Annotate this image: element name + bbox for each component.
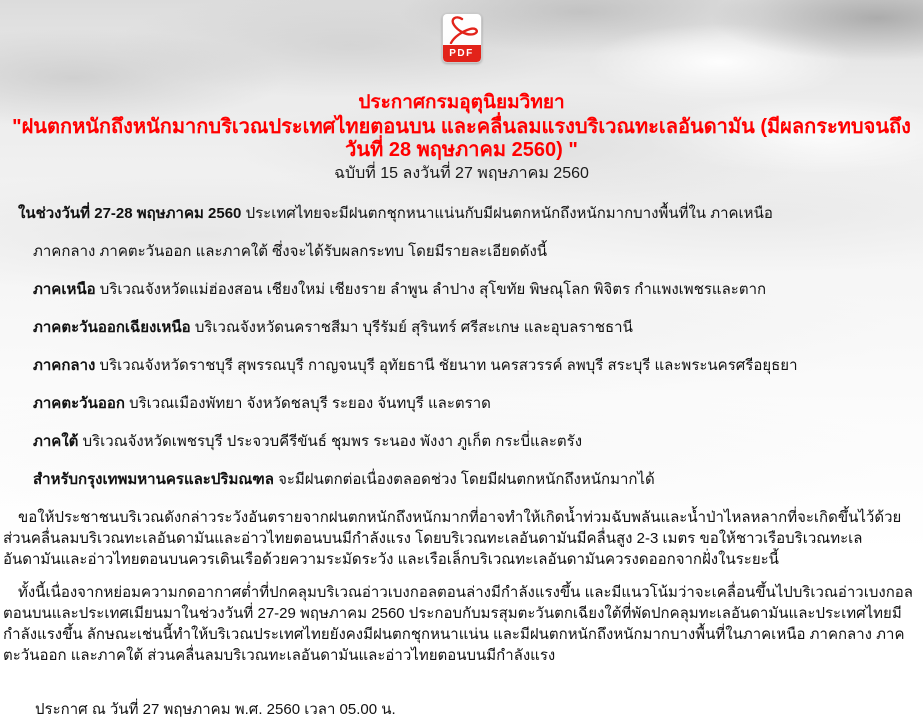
- region-line-east: [3, 393, 920, 414]
- region-name: ภาคตะวันออก: [33, 395, 125, 412]
- announcement-body: [0, 203, 923, 720]
- region-line-bangkok: [3, 469, 920, 490]
- intro-rest: ประเทศไทยจะมีฝนตกชุกหนาแน่นกับมีฝนตกหนักถึงหนักมากบางพื้นที่ใน ภาคเหนือ: [241, 205, 773, 222]
- region-line-south: [3, 431, 920, 452]
- region-detail: บริเวณจังหวัดเพชรบุรี ประจวบคีรีขันธ์ ชุมพร ระนอง พังงา ภูเก็ต กระบี่และตรัง: [78, 433, 583, 450]
- region-name: ภาคตะวันออกเฉียงเหนือ: [33, 319, 191, 336]
- region-line-north: [3, 279, 920, 300]
- region-detail: บริเวณจังหวัดแม่ฮ่องสอน เชียงใหม่ เชียงราย ลำพูน ลำปาง สุโขทัย พิษณุโลก พิจิตร กำแพงเพชรและตาก: [95, 281, 767, 298]
- issue-line: ฉบับที่ 15 ลงวันที่ 27 พฤษภาคม 2560: [334, 165, 589, 182]
- region-name: สำหรับกรุงเทพมหานครและปริมณฑล: [33, 471, 274, 488]
- issued-at-line: ประกาศ ณ วันที่ 27 พฤษภาคม พ.ศ. 2560 เวลา 05.00 น.: [35, 701, 396, 718]
- pdf-file-icon[interactable]: [442, 13, 482, 63]
- region-line-northeast: [3, 317, 920, 338]
- region-detail: บริเวณเมืองพัทยา จังหวัดชลบุรี ระยอง จันทบุรี และตราด: [124, 395, 491, 412]
- region-detail: บริเวณจังหวัดราชบุรี สุพรรณบุรี กาญจนบุรี อุทัยธานี ชัยนาท นครสวรรค์ ลพบุรี สระบุรี และพระนครศรีอยุธยา: [95, 357, 798, 374]
- adobe-acrobat-swirl-icon: [446, 16, 480, 44]
- intro-line-1: [3, 203, 920, 224]
- region-name: ภาคกลาง: [33, 357, 96, 374]
- region-detail: บริเวณจังหวัดนคราชสีมา บุรีรัมย์ สุรินทร์ ศรีสะเกษ และอุบลราชธานี: [190, 319, 633, 336]
- region-detail: จะมีฝนตกต่อเนื่องตลอดช่วง โดยมีฝนตกหนักถึงหนักมากได้: [273, 471, 655, 488]
- region-line-central: [3, 355, 920, 376]
- announcement-title: ประกาศกรมอุตุนิยมวิทยา: [358, 92, 565, 113]
- intro-line-2: ภาคกลาง ภาคตะวันออก และภาคใต้ ซึ่งจะได้รับผลกระทบ โดยมีรายละเอียดดังนี้: [33, 243, 548, 260]
- intro-date-bold: ในช่วงวันที่ 27-28 พฤษภาคม 2560: [18, 205, 242, 222]
- region-name: ภาคใต้: [33, 433, 79, 450]
- announcement-subtitle: "ฝนตกหนักถึงหนักมากบริเวณประเทศไทยตอนบน และคลื่นลมแรงบริเวณทะเลอันดามัน (มีผลกระทบจนถึงวันที่ 28 พฤษภาคม 2560) ": [12, 116, 911, 161]
- warning-paragraph: ขอให้ประชาชนบริเวณดังกล่าวระวังอันตรายจากฝนตกหนักถึงหนักมากที่อาจทำให้เกิดน้ำท่วมฉับพลันและน้ำป่าไหลหลากที่จะเกิดขึ้นไว้ด้วย ส่วนคลื่นลมบริเวณทะเลอันดามันและอ่าวไทยตอนบนมีกำลังแรง โดยบริเวณทะเลอันดามันมีคลื่นสูง 2-3 เมตร ขอให้ชาวเรือบริเวณทะเลอันดามันและอ่าวไทยตอนบนควรเดินเรือด้วยความระมัดระวัง และเรือเล็กบริเวณทะเลอันดามันควรงดออกจากฝั่งในระยะนี้: [3, 509, 902, 568]
- pdf-icon-row: [0, 0, 923, 68]
- pdf-label: PDF: [443, 45, 481, 62]
- cause-paragraph: ทั้งนี้เนื่องจากหย่อมความกดอากาศต่ำที่ปกคลุมบริเวณอ่าวเบงกอลตอนล่างมีกำลังแรงขึ้น และมีแนวโน้มว่าจะเคลื่อนขึ้นไปบริเวณอ่าวเบงกอลตอนบนและประเทศเมียนมาในช่วงวันที่ 27-29 พฤษภาคม 2560 ประกอบกับมรสุมตะวันตกเฉียงใต้ที่พัดปกคลุมทะเลอันดามันและประเทศไทยมีกำลังแรงขึ้น ลักษณะเช่นนี้ทำให้บริเวณประเทศไทยยังคงมีฝนตกชุกหนาแน่น และมีฝนตกหนักถึงหนักมากบางพื้นที่ในภาคเหนือ ภาคกลาง ภาคตะวันออก และภาคใต้ ส่วนคลื่นลมบริเวณทะเลอันดามันและอ่าวไทยตอนบนมีกำลังแรง: [3, 584, 913, 664]
- region-name: ภาคเหนือ: [33, 281, 96, 298]
